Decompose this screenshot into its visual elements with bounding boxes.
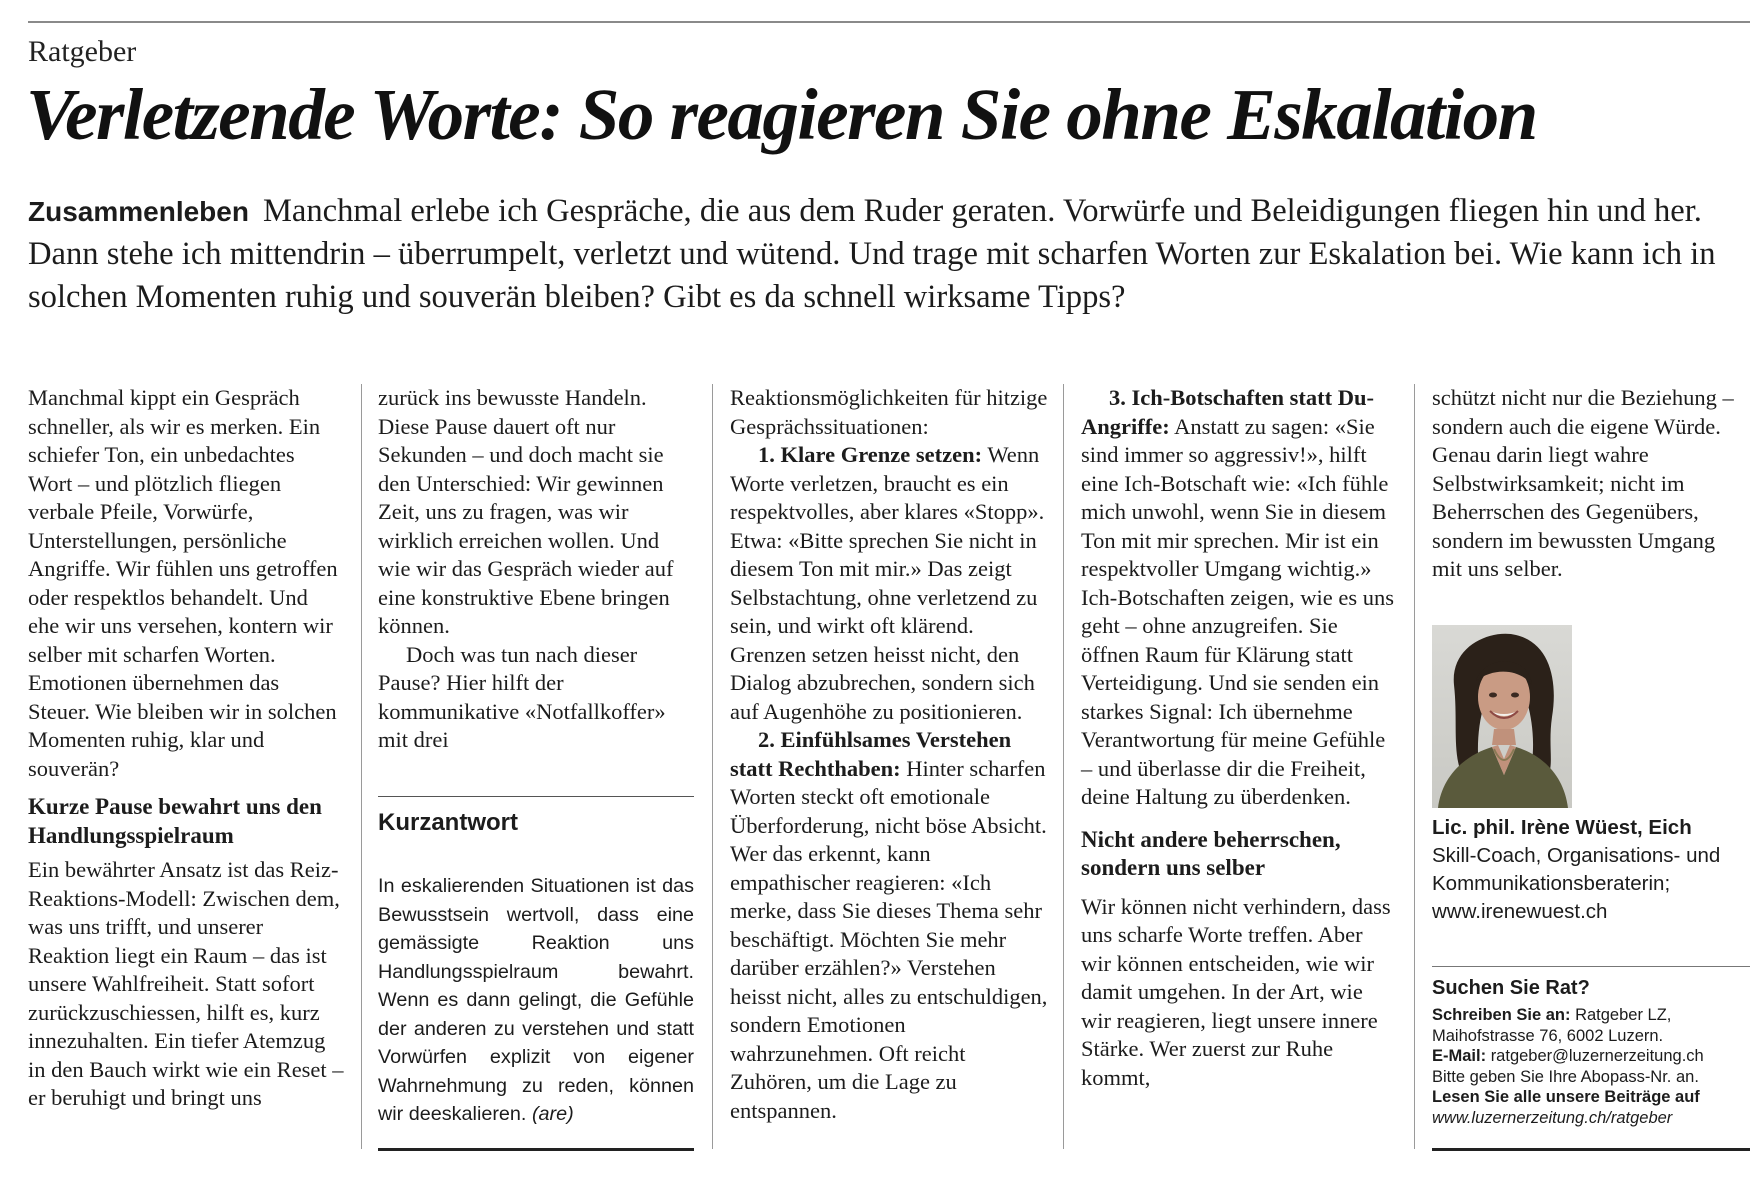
info-box-title: Suchen Sie Rat? xyxy=(1432,977,1590,999)
sidebar-text: In eskalierenden Situationen ist das Bewusstsein wertvoll, dass eine gemässigte Reaktion uns Handlungsspielraum bewahrt. Wenn es dann gelingt, die Gefühle der anderen zu verstehen und statt Vorwürfen explizit von eigener Wahrnehmung zu reden, können wir deeskalieren. xyxy=(378,875,694,1125)
article-column-4 xyxy=(1081,384,1397,1092)
tip-title: 3. Ich-Botschaften statt Du-Angriffe: xyxy=(1081,385,1374,439)
author-portrait xyxy=(1432,625,1572,808)
read-more-label: Lesen Sie alle unsere Beiträge auf xyxy=(1432,1088,1700,1106)
author-info xyxy=(1432,814,1750,926)
article-column-1 xyxy=(28,384,344,1113)
author-name: Lic. phil. Irène Wüest, Eich xyxy=(1432,816,1692,839)
tip-2 xyxy=(730,726,1050,1125)
tip-3 xyxy=(1081,384,1397,812)
info-box-rule xyxy=(1432,966,1750,967)
tip-title: 1. Klare Grenze setzen: xyxy=(758,442,983,467)
tip-text: Anstatt zu sagen: «Sie sind immer so aggressiv!», hilft eine Ich-Botschaft wie: «Ich fühle mich unwohl, wenn Sie in diesem Ton mit mir sprechen. Mir ist ein respektvoller Umgang wichtig.» Ich-Botschaften zeigen, wie es uns geht – ohne anzugreifen. Sie öffnen Raum für Klärung statt Verteidigung. Und sie senden ein starkes Signal: Ich übernehme Verantwortung für meine Gefühle – und überlasse dir die Freiheit, deine Haltung zu überdenken. xyxy=(1081,413,1395,809)
paragraph: Doch was tun nach dieser Pause? Hier hilft der kommunikative «Notfallkoffer» mit drei xyxy=(378,641,666,752)
sidebar-bottom-rule xyxy=(378,1148,694,1151)
abo-note: Bitte geben Sie Ihre Abopass-Nr. an. xyxy=(1432,1067,1699,1086)
email-line xyxy=(1432,1046,1750,1067)
sidebar-signature: (are) xyxy=(531,1103,574,1125)
email-link[interactable]: ratgeber@luzernerzeitung.ch xyxy=(1490,1047,1704,1065)
sidebar-title: Kurzantwort xyxy=(378,809,518,836)
section-kicker: Ratgeber xyxy=(28,35,137,68)
paragraph: Wir können nicht verhindern, dass uns scharfe Worte treffen. Aber wir können entscheiden, wie wir damit umgehen. In der Art, wie wir reagieren, liegt unsere innere Stärke. Wer zuerst zur Ruhe kommt, xyxy=(1081,893,1391,1090)
column-divider xyxy=(1414,384,1415,1149)
tip-text: Wenn Worte verletzen, braucht es ein respektvolles, aber klares «Stopp». Etwa: «Bitte sprechen Sie nicht in diesem Ton mit mir.» Das zeigt Selbstachtung, ohne verletzend zu sein, und wirkt oft klärend. Grenzen setzen heisst nicht, den Dialog abzubrechen, sondern sich auf Augenhöhe zu positionieren. xyxy=(730,442,1045,724)
email-label: E-Mail: xyxy=(1432,1047,1487,1065)
author-website[interactable]: www.irenewuest.ch xyxy=(1432,900,1608,923)
subheading: Nicht andere beherrschen, sondern uns selber xyxy=(1081,826,1341,880)
lead-text: Manchmal erlebe ich Gespräche, die aus dem Ruder geraten. Vorwürfe und Beleidigungen fliegen hin und her. Dann stehe ich mittendrin – überrumpelt, verletzt und wütend. Und trage mit scharfen Worten zur Eskalation bei. Wie kann ich in solchen Momenten ruhig und souverän bleiben? Gibt es da schnell wirksame Tipps? xyxy=(28,193,1716,315)
write-line xyxy=(1432,1005,1750,1026)
write-label: Schreiben Sie an: xyxy=(1432,1006,1571,1024)
article-column-3 xyxy=(730,384,1050,1125)
read-more xyxy=(1432,1087,1750,1108)
author-role: Skill-Coach, Organisations- und Kommunikationsberaterin; xyxy=(1432,844,1721,895)
tip-title: 2. Einfühlsames Verstehen statt Rechthaben: xyxy=(730,727,1012,781)
paragraph: Ein bewährter Ansatz ist das Reiz-Reaktions-Modell: Zwischen dem, was uns trifft, und unserer Reaktion liegt ein Raum – das ist unsere Wahlfreiheit. Statt sofort zurückzuschiessen, hilft es, kurz innezuhalten. Ein tiefer Atemzug in den Bauch wirkt wie ein Reset – er beruhigt und bringt uns xyxy=(28,857,344,1110)
info-box-bottom-rule xyxy=(1432,1148,1750,1151)
top-rule xyxy=(28,21,1750,23)
article-headline: Verletzende Worte: So reagieren Sie ohne Eskalation xyxy=(26,74,1537,155)
column-divider xyxy=(712,384,713,1149)
postal-address: Maihofstrasse 76, 6002 Luzern. xyxy=(1432,1026,1664,1045)
sidebar-rule xyxy=(378,796,694,797)
subheading: Kurze Pause bewahrt uns den Handlungsspielraum xyxy=(28,794,322,848)
paragraph: zurück ins bewusste Handeln. Diese Pause dauert oft nur Sekunden – und doch macht sie den Unterschied: Wir gewinnen Zeit, uns zu fragen, was wir wirklich erreichen wollen. Und wie wir das Gespräch wieder auf eine konstruktive Ebene bringen können. xyxy=(378,385,674,638)
sidebar-summary xyxy=(378,872,694,1129)
article-column-5 xyxy=(1432,384,1750,584)
advice-info-box xyxy=(1432,973,1750,1128)
article-lead xyxy=(28,190,1750,319)
paragraph: schützt nicht nur die Beziehung – sondern auch die eigene Würde. Genau darin liegt wahre Selbstwirksamkeit; nicht im Beherrschen des Gegenübers, sondern im bewussten Umgang mit uns selber. xyxy=(1432,385,1734,581)
write-value: Ratgeber LZ, xyxy=(1575,1006,1672,1024)
paragraph: Reaktionsmöglichkeiten für hitzige Gesprächssituationen: xyxy=(730,385,1048,439)
lead-tag: Zusammenleben xyxy=(28,196,249,227)
tip-1 xyxy=(730,441,1050,726)
column-divider xyxy=(1063,384,1064,1149)
column-divider xyxy=(361,384,362,1149)
ratgeber-link[interactable]: www.luzernerzeitung.ch/ratgeber xyxy=(1432,1108,1673,1127)
article-column-2 xyxy=(378,384,694,755)
paragraph: Manchmal kippt ein Gespräch schneller, als wir es merken. Ein schiefer Ton, ein unbedachtes Wort – und plötzlich fliegen verbale Pfeile, Vorwürfe, Unterstellungen, persönliche Angriffe. Wir fühlen uns getroffen oder respektlos behandelt. Und ehe wir uns versehen, kontern wir selber mit scharfen Worten. Emotionen übernehmen das Steuer. Wie bleiben wir in solchen Momenten ruhig, klar und souverän? xyxy=(28,385,338,781)
tip-text: Hinter scharfen Worten steckt oft emotionale Überforderung, nicht böse Absicht. Wer das erkennt, kann empathischer reagieren: «Ich merke, dass Sie dieses Thema sehr beschäftigt. Möchten Sie mehr darüber erzählen?» Verstehen heisst nicht, alles zu entschuldigen, sondern Emotionen wahrzunehmen. Oft reicht Zuhören, um die Lage zu entspannen. xyxy=(730,755,1048,1123)
